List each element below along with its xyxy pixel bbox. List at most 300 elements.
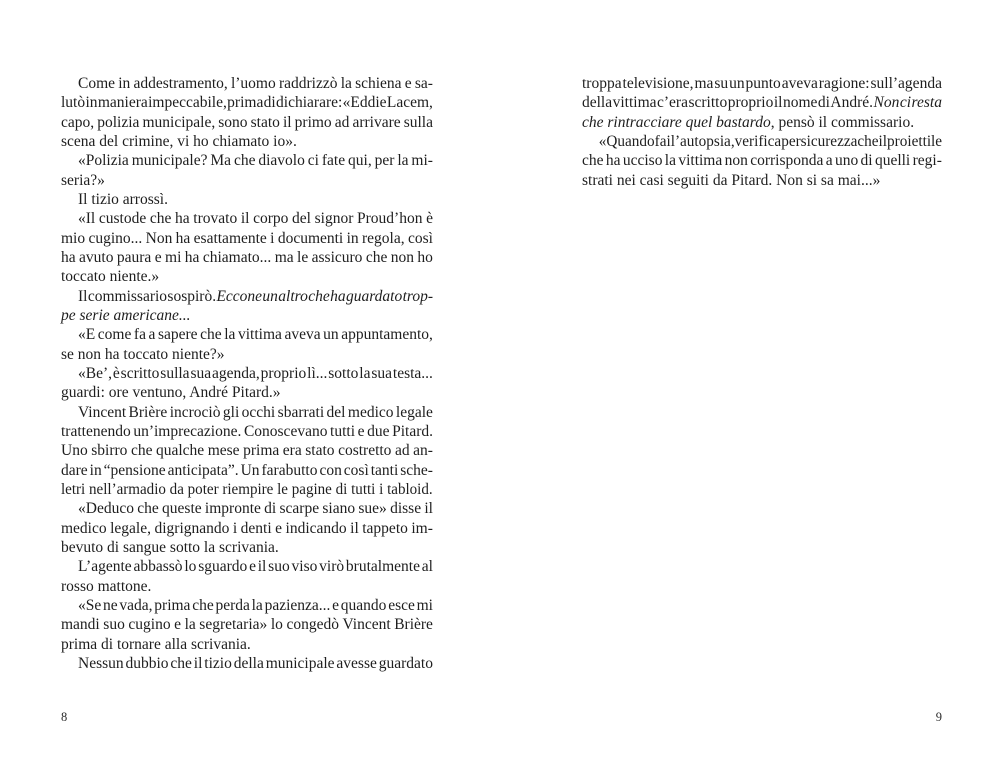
word: troppa (582, 75, 622, 92)
word: municipale, (142, 113, 216, 131)
word: raddrizzò (278, 75, 338, 92)
word: sche- (400, 461, 433, 479)
text-run: toccato niente.» (61, 268, 160, 286)
word: gli (222, 403, 240, 421)
word: Vincent (342, 616, 391, 634)
word: ma (274, 248, 294, 266)
word: quelli (874, 152, 911, 170)
word: a (148, 326, 156, 344)
text-line (61, 325, 433, 344)
word: esattamente (193, 229, 267, 247)
word: era (282, 442, 302, 460)
paragraph (61, 557, 433, 596)
word: della (233, 654, 264, 672)
word: punto (745, 75, 781, 92)
text-line (61, 209, 433, 228)
text-line (61, 248, 433, 267)
paragraph (61, 209, 433, 286)
word: scritto (688, 94, 728, 112)
text-line (61, 93, 433, 112)
text-line (61, 596, 433, 615)
word: verifica (734, 132, 782, 150)
paragraph (61, 364, 433, 403)
word: i (232, 519, 238, 537)
word: regola, (362, 229, 405, 247)
word: la (664, 152, 676, 170)
word: abbassò (133, 558, 183, 576)
word: sue» (358, 500, 387, 518)
word: «Eddie (342, 94, 387, 112)
paragraph (61, 499, 433, 557)
word: ad (394, 442, 410, 460)
text-line (61, 557, 433, 576)
text-line (61, 190, 433, 209)
word: la (224, 326, 236, 344)
word: che (137, 500, 159, 518)
word: è (112, 364, 120, 382)
word: ha (605, 152, 621, 170)
word: proprio (260, 364, 307, 382)
word: che (233, 152, 256, 170)
word: nome (782, 94, 818, 112)
word: di (264, 500, 277, 518)
word: lo (270, 616, 283, 634)
word: anticipata”. (167, 461, 239, 479)
word: signor (314, 210, 354, 228)
word: sotto (328, 364, 359, 382)
word: Brière (394, 616, 433, 634)
word: Eccone (216, 287, 263, 305)
text-line (61, 171, 433, 190)
word: ci (899, 94, 912, 112)
word: cugino (128, 616, 171, 634)
word: sua (371, 364, 393, 382)
word: e (154, 248, 162, 266)
word: paura (116, 248, 152, 266)
word: an- (413, 442, 433, 460)
word: il (773, 94, 783, 112)
word: primo (294, 113, 332, 131)
word: sa- (414, 75, 433, 92)
word: chiamato... (202, 248, 272, 266)
word: sbarrati (277, 403, 325, 421)
word: un’imprecazione. (133, 422, 242, 440)
word: sua (190, 364, 212, 382)
word: vittima (237, 326, 282, 344)
word: il (424, 500, 433, 518)
word: ma (694, 75, 714, 92)
word: schiena (355, 75, 402, 92)
text-line (61, 287, 433, 306)
word: Non (873, 94, 900, 112)
word: due (367, 422, 390, 440)
text-line (61, 538, 433, 557)
word: la (340, 75, 352, 92)
text-line (61, 229, 433, 248)
word: ha (175, 229, 191, 247)
word: suo (268, 558, 290, 576)
word: trop- (402, 287, 433, 305)
right-page-text (582, 74, 942, 190)
word: aveva (781, 75, 818, 92)
paragraph (61, 654, 433, 673)
word: perda (215, 596, 250, 614)
word: del (326, 403, 346, 421)
word: di (860, 152, 873, 170)
text-run: rosso mattone. (61, 577, 152, 595)
word: proiettile (887, 132, 943, 150)
word: avesse (336, 654, 377, 672)
word: suo (103, 616, 125, 634)
word: vada, (119, 596, 153, 614)
word: lì... (307, 364, 328, 382)
text-line (61, 480, 433, 499)
word: mandi (61, 616, 100, 634)
right-page-number: 9 (935, 710, 942, 724)
text-line (582, 113, 942, 132)
word: ci (307, 152, 319, 170)
word: sulla (403, 113, 433, 131)
word: Il (78, 287, 88, 305)
paragraph (61, 287, 433, 326)
text-run: letri nell’armadio da poter riempire le pagine di tutti i tabloid. (61, 480, 433, 498)
word: così (343, 461, 369, 479)
word: digrignando (154, 519, 230, 537)
word: farabutto (261, 461, 318, 479)
word: mio (61, 229, 86, 247)
word: «Be’, (78, 364, 113, 382)
word: in (89, 461, 102, 479)
word: altro (278, 287, 308, 305)
word: documenti (277, 229, 344, 247)
text-line (61, 267, 433, 286)
word: capo, (61, 113, 95, 131)
word: Un (240, 461, 260, 479)
word: «Polizia (78, 152, 129, 170)
word: ne (103, 596, 118, 614)
paragraph (61, 596, 433, 654)
word: che (582, 152, 604, 170)
text-line (582, 74, 942, 93)
paragraph (61, 190, 433, 209)
word: polizia (97, 113, 140, 131)
paragraph (61, 74, 433, 151)
word: la (397, 152, 409, 170)
word: in (85, 94, 98, 112)
word: fa (133, 326, 146, 344)
word: la (359, 364, 371, 382)
word: L’agente (78, 558, 132, 576)
word: ragione: (818, 75, 870, 92)
text-run: bevuto di sangue sotto la scrivania. (61, 538, 279, 556)
paragraph (582, 132, 942, 190)
word: che (857, 132, 879, 150)
word: costretto (338, 442, 392, 460)
word: medico (347, 403, 394, 421)
word: l’autopsia, (670, 132, 735, 150)
word: quando (340, 596, 387, 614)
text-line (582, 171, 942, 190)
word: virò (319, 558, 345, 576)
word: il (193, 654, 203, 672)
text-line (61, 654, 433, 673)
word: di (817, 94, 830, 112)
word: che (308, 287, 330, 305)
word: del (292, 210, 311, 228)
word: «Il (78, 210, 96, 228)
text-run: scena del crimine, vi ho chiamato io». (61, 132, 297, 150)
word: che (192, 596, 214, 614)
word: che (365, 248, 388, 266)
word: con (319, 461, 342, 479)
paragraph (582, 74, 942, 132)
text-run: Il tizio arrossì. (78, 190, 168, 208)
word: legale, (110, 519, 151, 537)
left-page-number: 8 (61, 710, 68, 724)
word: im- (411, 519, 433, 537)
word: a (825, 152, 833, 170)
word: sguardo (198, 558, 248, 576)
word: corrisponda (750, 152, 824, 170)
word: non (390, 248, 414, 266)
word: sospirò. (167, 287, 217, 305)
word: per (374, 152, 395, 170)
word: un (729, 75, 745, 92)
word: «E (78, 326, 96, 344)
word: il (350, 519, 359, 537)
word: cugino... (88, 229, 143, 247)
italic-text-run: che rintracciare quel bastardo (582, 113, 771, 131)
word: c’era (657, 94, 688, 112)
word: resta (911, 94, 942, 112)
word: fai (654, 132, 671, 150)
word: prima (243, 442, 280, 460)
word: un (262, 287, 278, 305)
word: «Deduco (78, 500, 134, 518)
word: Uno (61, 442, 88, 460)
word: ha (61, 248, 76, 266)
paragraph (61, 325, 433, 364)
word: ho (417, 248, 433, 266)
text-line (61, 441, 433, 460)
word: diavolo (258, 152, 305, 170)
text-line (61, 461, 433, 480)
word: le (297, 248, 309, 266)
text-run: strati nei casi seguiti da Pitard. Non si sa mai...» (582, 171, 881, 189)
text-line (61, 635, 433, 654)
word: ucciso (622, 152, 663, 170)
word: su (714, 75, 729, 92)
word: esce (388, 596, 415, 614)
word: incrociò (169, 403, 221, 421)
word: ha (184, 248, 200, 266)
word: sull’agenda (870, 75, 942, 92)
word: lo (184, 558, 197, 576)
word: impronte (204, 500, 261, 518)
word: Conoscevano (243, 422, 328, 440)
word: guardato (345, 287, 403, 305)
word: al (421, 558, 433, 576)
word: il (240, 210, 250, 228)
word: vittima (612, 94, 657, 112)
word: stato (305, 442, 335, 460)
text-line (61, 519, 433, 538)
text-line (61, 364, 433, 383)
word: Non (145, 229, 173, 247)
word: aveva (284, 326, 321, 344)
word: tappeto (362, 519, 408, 537)
word: testa... (392, 364, 433, 382)
word: medico (61, 519, 107, 537)
text-line (582, 151, 942, 170)
word: viso (291, 558, 318, 576)
word: tizio (204, 654, 232, 672)
word: denti (240, 519, 272, 537)
text-line (61, 577, 433, 596)
text-line (582, 93, 942, 112)
word: mi (165, 248, 182, 266)
word: sono (218, 113, 248, 131)
text-run: seria?» (61, 171, 105, 189)
word: il (282, 113, 292, 131)
word: disse (390, 500, 422, 518)
text-run: se non ha toccato niente?» (61, 345, 225, 363)
word: la (184, 616, 196, 634)
word: addestramento, (133, 75, 228, 92)
word: regi- (912, 152, 942, 170)
italic-text-run: pe serie americane... (61, 306, 191, 324)
word: e (357, 422, 365, 440)
text-line (61, 615, 433, 634)
word: uno (834, 152, 859, 170)
word: ha (330, 287, 346, 305)
word: in (346, 229, 359, 247)
word: fate (321, 152, 346, 170)
word: impeccabile, (148, 94, 227, 112)
word: Come (78, 75, 116, 92)
word: un (323, 326, 339, 344)
word: di (263, 94, 276, 112)
word: la (251, 596, 263, 614)
word: sicurezza (800, 132, 858, 150)
word: arrivare (352, 113, 401, 131)
text-line (61, 74, 433, 93)
left-page-text (61, 74, 433, 673)
word: Proud’hon (357, 210, 423, 228)
word: qui, (348, 152, 372, 170)
word: per (781, 132, 801, 150)
word: «Quando (598, 132, 655, 150)
word: Brière (128, 403, 168, 421)
text-run: prima di tornare alla scrivania. (61, 635, 251, 653)
word: che (149, 210, 172, 228)
word: scritto (120, 364, 160, 382)
word: scarpe (279, 500, 320, 518)
word: lutò (61, 94, 86, 112)
word: custode (98, 210, 147, 228)
word: occhi (241, 403, 276, 421)
word: André. (830, 94, 874, 112)
word: della (582, 94, 613, 112)
word: assicuro (311, 248, 363, 266)
word: vittima (678, 152, 723, 170)
word: guardato (378, 654, 433, 672)
word: proprio (727, 94, 774, 112)
word: sbirro (91, 442, 128, 460)
word: siano (322, 500, 356, 518)
word: ha (175, 210, 190, 228)
word: dichiarare: (276, 94, 343, 112)
word: Vincent (78, 403, 127, 421)
text-line (61, 403, 433, 422)
text-line (61, 422, 433, 441)
word: qualche (155, 442, 205, 460)
word: sapere (157, 326, 198, 344)
text-line (61, 345, 433, 364)
word: mese (207, 442, 240, 460)
word: Pitard. (392, 422, 433, 440)
word: municipale (265, 654, 335, 672)
word: è (426, 210, 433, 228)
text-line (582, 132, 943, 151)
text-line (61, 151, 433, 170)
word: il (257, 558, 267, 576)
paragraph (61, 403, 433, 500)
word: segretaria» (199, 616, 268, 634)
word: e (249, 558, 256, 576)
word: così (407, 229, 433, 247)
text-run: guardi: ore ventuno, André Pitard.» (61, 384, 281, 402)
word: e (275, 519, 283, 537)
word: ad (334, 113, 350, 131)
word: non (724, 152, 748, 170)
word: che (170, 654, 192, 672)
word: televisione, (622, 75, 694, 92)
text-run: , pensò il commissario. (770, 113, 915, 131)
word: e (332, 596, 340, 614)
word: mi (416, 596, 433, 614)
text-line (61, 383, 433, 402)
word: e (404, 75, 412, 92)
word: corpo (253, 210, 289, 228)
word: prima (227, 94, 264, 112)
word: sulla (160, 364, 190, 382)
word: dubbio (125, 654, 169, 672)
word: brutalmente (345, 558, 420, 576)
word: congedò (286, 616, 339, 634)
word: mi- (411, 152, 433, 170)
word: avuto (79, 248, 114, 266)
word: stato (250, 113, 280, 131)
word: l’uomo (230, 75, 276, 92)
word: tanti (370, 461, 399, 479)
word: Ma (210, 152, 232, 170)
word: pazienza... (264, 596, 331, 614)
word: prima (154, 596, 191, 614)
word: in (118, 75, 131, 92)
text-line (61, 306, 433, 325)
text-line (61, 132, 433, 151)
word: il (878, 132, 888, 150)
word: indicando (285, 519, 347, 537)
text-line (61, 499, 433, 518)
word: come (97, 326, 132, 344)
text-line (61, 113, 433, 132)
word: che (200, 326, 222, 344)
word: tutti (330, 422, 356, 440)
word: trovato (193, 210, 238, 228)
word: appuntamento, (341, 326, 433, 344)
